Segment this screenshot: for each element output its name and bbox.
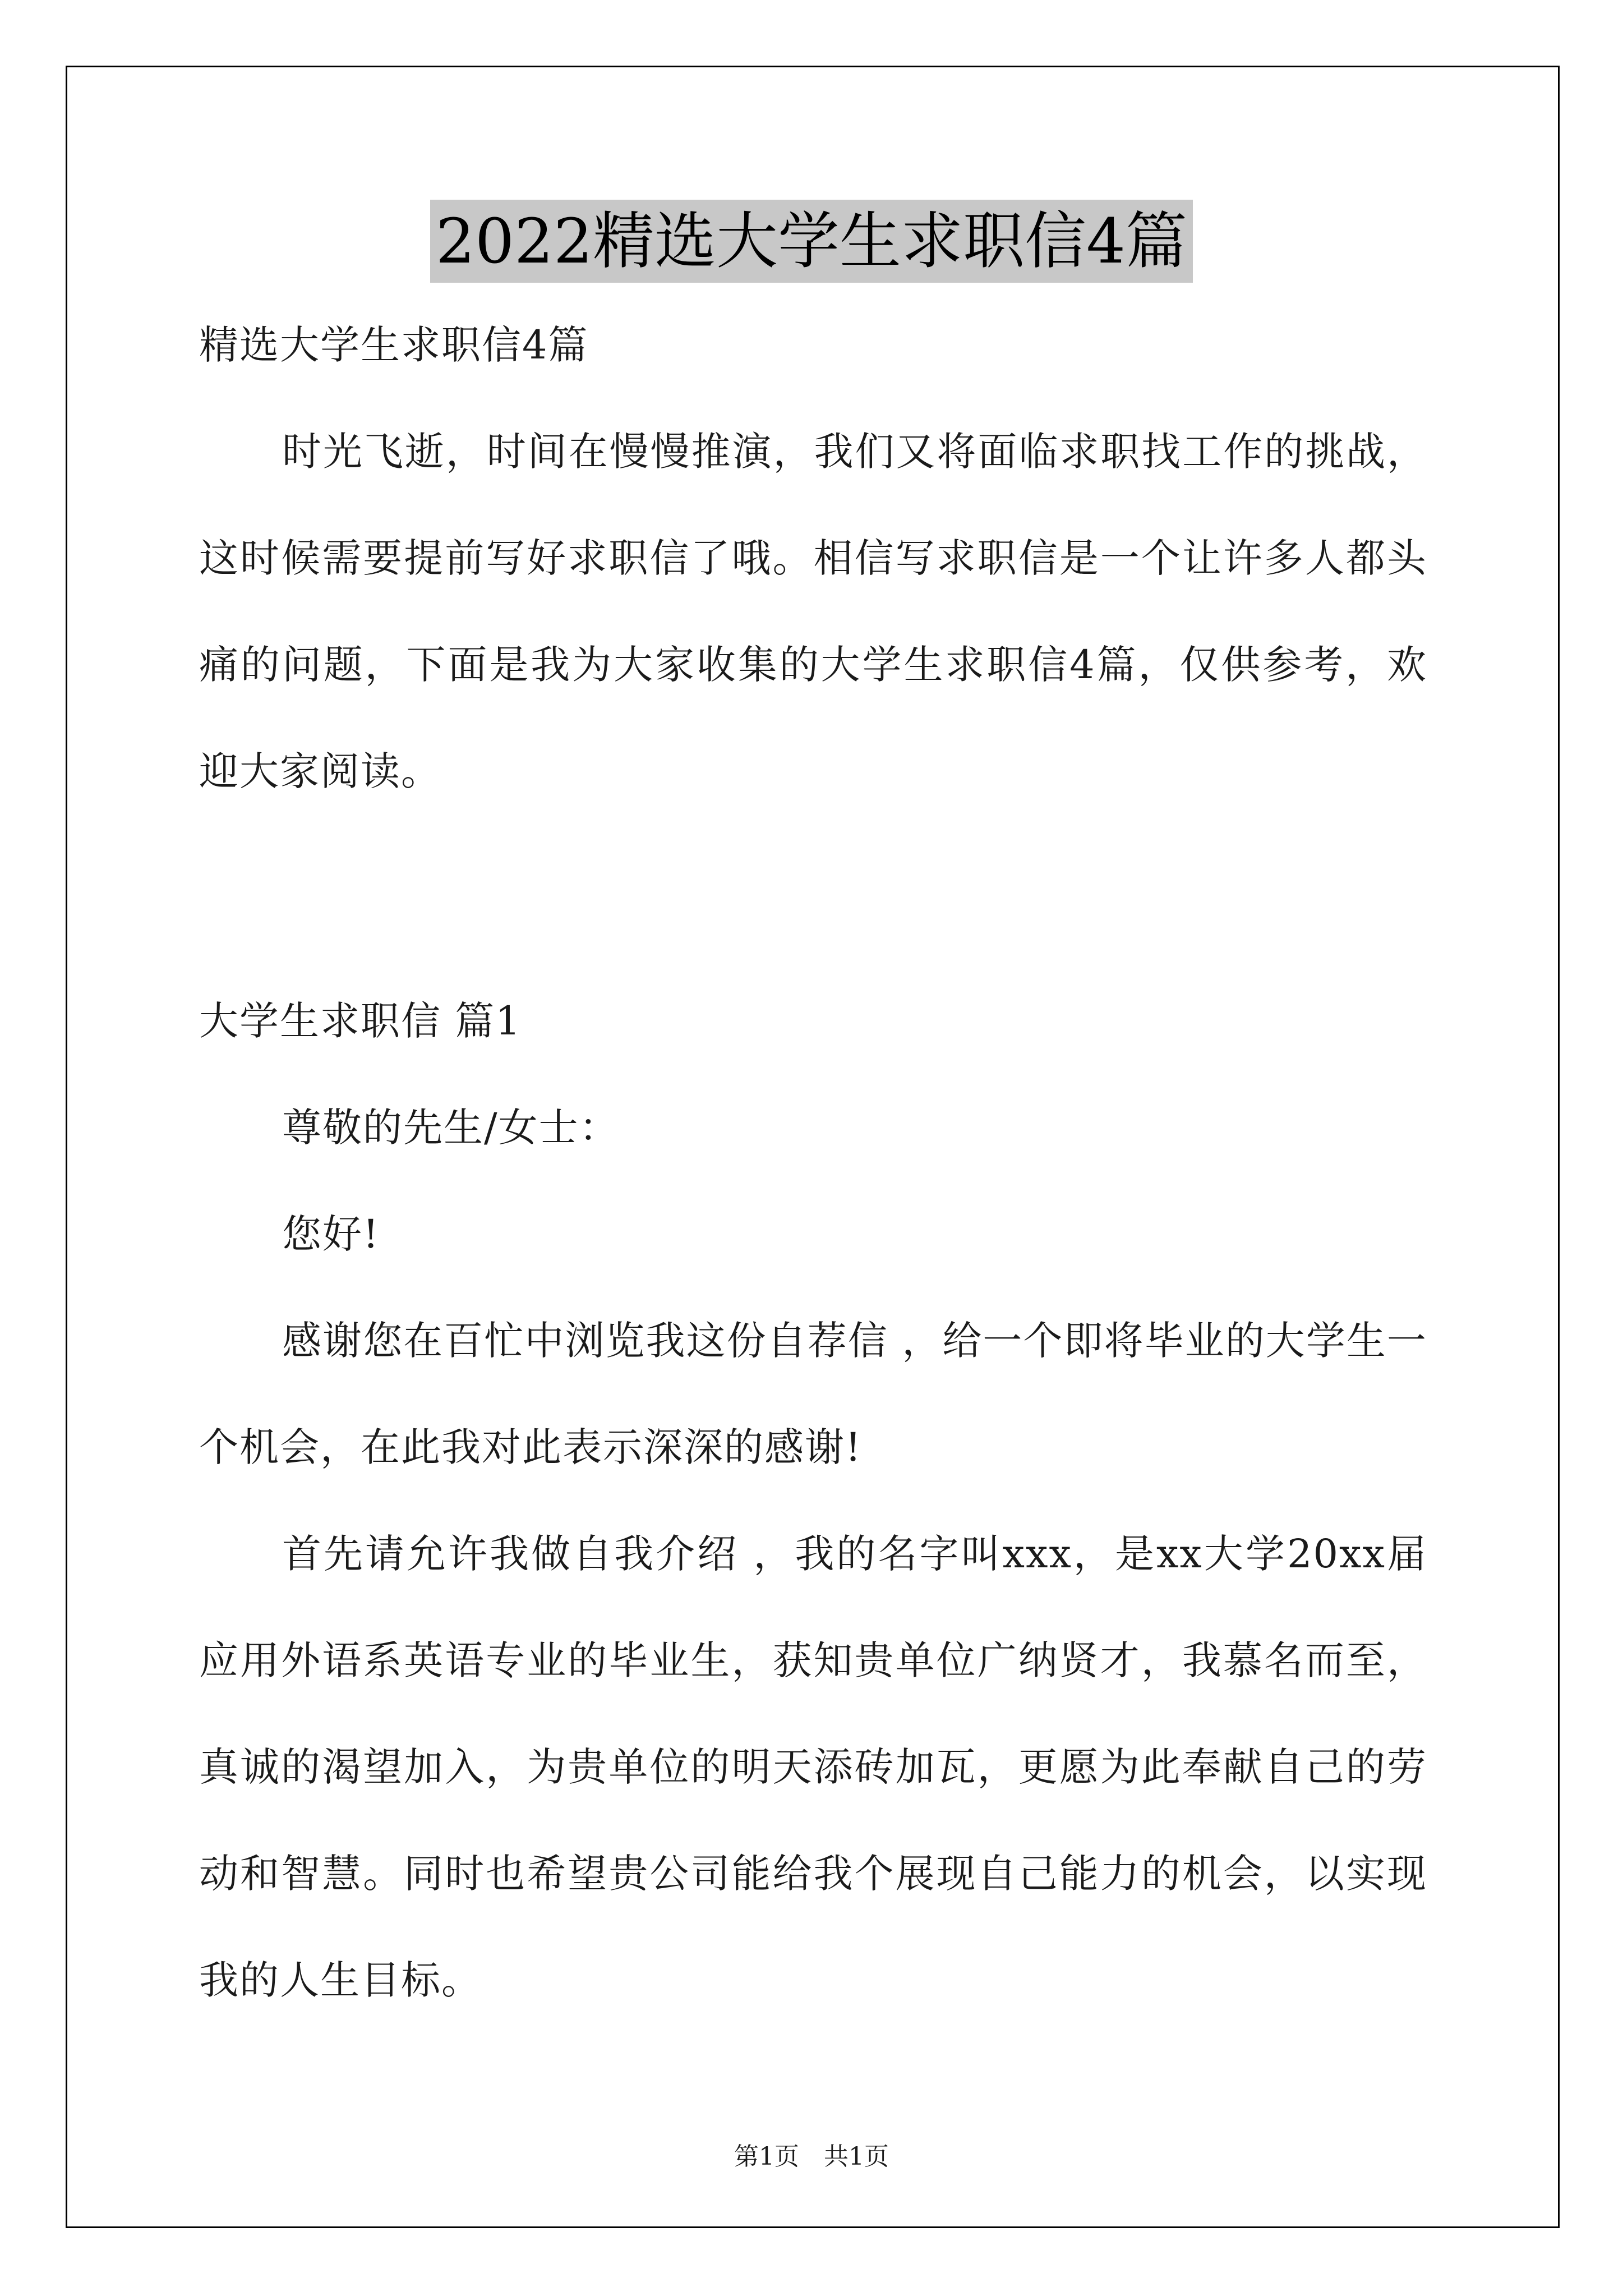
para2-line-4: 动和智慧。同时也希望贵公司能给我个展现自己能力的机会，以实现 [199, 1851, 1427, 1897]
section-heading: 大学生求职信 篇1 [199, 998, 522, 1044]
page-footer: 第1页 共1页 [734, 2142, 889, 2171]
para2-line-2: 应用外语系英语专业的毕业生，获知贵单位广纳贤才，我慕名而至， [199, 1637, 1427, 1683]
intro-line-1: 时光飞逝，时间在慢慢推演，我们又将面临求职找工作的挑战， [282, 429, 1427, 475]
salutation: 尊敬的先生/女士： [282, 1105, 620, 1151]
para1-line-2: 个机会，在此我对此表示深深的感谢! [199, 1424, 863, 1470]
para1-line-1: 感谢您在百忙中浏览我这份自荐信 ，给一个即将毕业的大学生一 [282, 1318, 1427, 1364]
document-title-text: 2022精选大学生求职信4篇 [430, 200, 1193, 283]
intro-line-3: 痛的问题，下面是我为大家收集的大学生求职信4篇，仅供参考，欢 [199, 642, 1427, 688]
intro-line-2: 这时候需要提前写好求职信了哦。相信写求职信是一个让许多人都头 [199, 535, 1427, 581]
document-title [0, 199, 1623, 283]
greeting: 您好! [282, 1211, 380, 1257]
para2-line-3: 真诚的渴望加入，为贵单位的明天添砖加瓦，更愿为此奉献自己的劳 [199, 1744, 1427, 1790]
para2-line-5: 我的人生目标。 [199, 1957, 482, 2003]
intro-line-4: 迎大家阅读。 [199, 748, 441, 794]
document-subtitle: 精选大学生求职信4篇 [199, 322, 589, 368]
para2-line-1: 首先请允许我做自我介绍 ，我的名字叫xxx，是xx大学20xx届 [282, 1531, 1427, 1577]
